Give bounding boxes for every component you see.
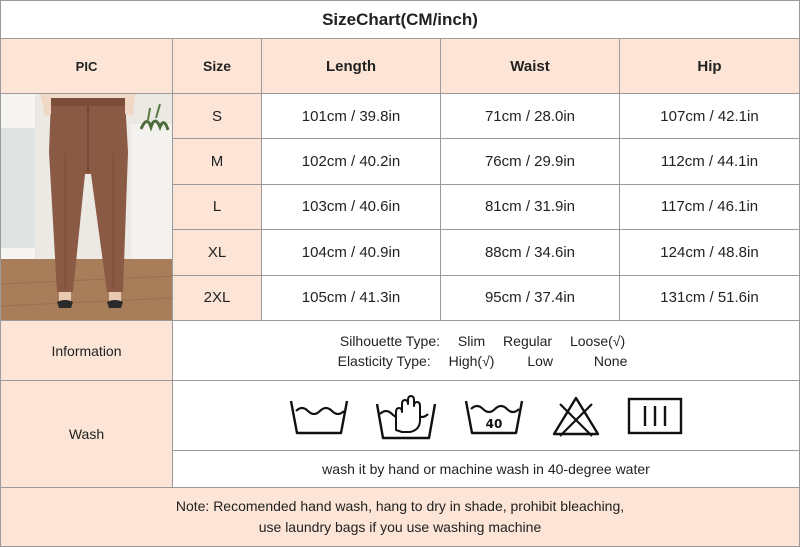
silhouette-option-regular: Regular (503, 332, 553, 349)
elasticity-option-none: None (593, 352, 628, 369)
waist-cell: 71cm / 28.0in (441, 94, 620, 139)
wash-label: Wash (1, 381, 173, 488)
waist-cell: 76cm / 29.9in (441, 139, 620, 184)
waist-cell: 88cm / 34.6in (441, 230, 620, 275)
information-label: Information (1, 321, 173, 381)
pants-image (1, 94, 172, 320)
header-pic: PIC (1, 39, 173, 94)
header-size: Size (173, 39, 262, 94)
hip-cell: 117cm / 46.1in (620, 185, 799, 230)
product-photo (1, 94, 173, 321)
line-dry-shade-icon (626, 396, 684, 436)
machine-wash-40-icon (463, 395, 525, 437)
wash-temperature: 40 (485, 416, 503, 431)
size-cell: M (173, 139, 262, 184)
wash-basin-icon (288, 395, 350, 437)
length-cell: 105cm / 41.3in (262, 276, 441, 321)
elasticity-option-low: Low (527, 352, 554, 369)
waist-cell: 95cm / 37.4in (441, 276, 620, 321)
length-cell: 101cm / 39.8in (262, 94, 441, 139)
hip-cell: 131cm / 51.6in (620, 276, 799, 321)
waist-cell: 81cm / 31.9in (441, 185, 620, 230)
do-not-bleach-icon (550, 394, 602, 438)
silhouette-option-loose: Loose(√) (569, 332, 626, 349)
length-cell: 102cm / 40.2in (262, 139, 441, 184)
elasticity-line (338, 351, 635, 371)
header-length: Length (262, 39, 441, 94)
hip-cell: 124cm / 48.8in (620, 230, 799, 275)
header-waist: Waist (441, 39, 620, 94)
silhouette-option-slim: Slim (457, 332, 486, 349)
chart-title: SizeChart(CM/inch) (1, 1, 799, 39)
elasticity-option-high: High(√) (448, 352, 495, 369)
hip-cell: 107cm / 42.1in (620, 94, 799, 139)
header-hip: Hip (620, 39, 799, 94)
size-cell: XL (173, 230, 262, 275)
size-cell: S (173, 94, 262, 139)
hip-cell: 112cm / 44.1in (620, 139, 799, 184)
elasticity-label: Elasticity Type: (337, 352, 431, 369)
length-cell: 104cm / 40.9in (262, 230, 441, 275)
size-cell: L (173, 185, 262, 230)
information-content (173, 321, 799, 381)
care-note-line-1: Note: Recomended hand wash, hang to dry in shade, prohibit bleaching, (175, 498, 625, 514)
size-cell: 2XL (173, 276, 262, 321)
care-note (1, 488, 799, 546)
care-note-line-2: use laundry bags if you use washing machine (258, 519, 542, 535)
hand-wash-icon (374, 390, 438, 442)
length-cell: 103cm / 40.6in (262, 185, 441, 230)
wash-icons (173, 381, 799, 451)
silhouette-label: Silhouette Type: (339, 332, 441, 349)
wash-instruction: wash it by hand or machine wash in 40-degree water (173, 451, 799, 488)
silhouette-line (340, 331, 632, 351)
